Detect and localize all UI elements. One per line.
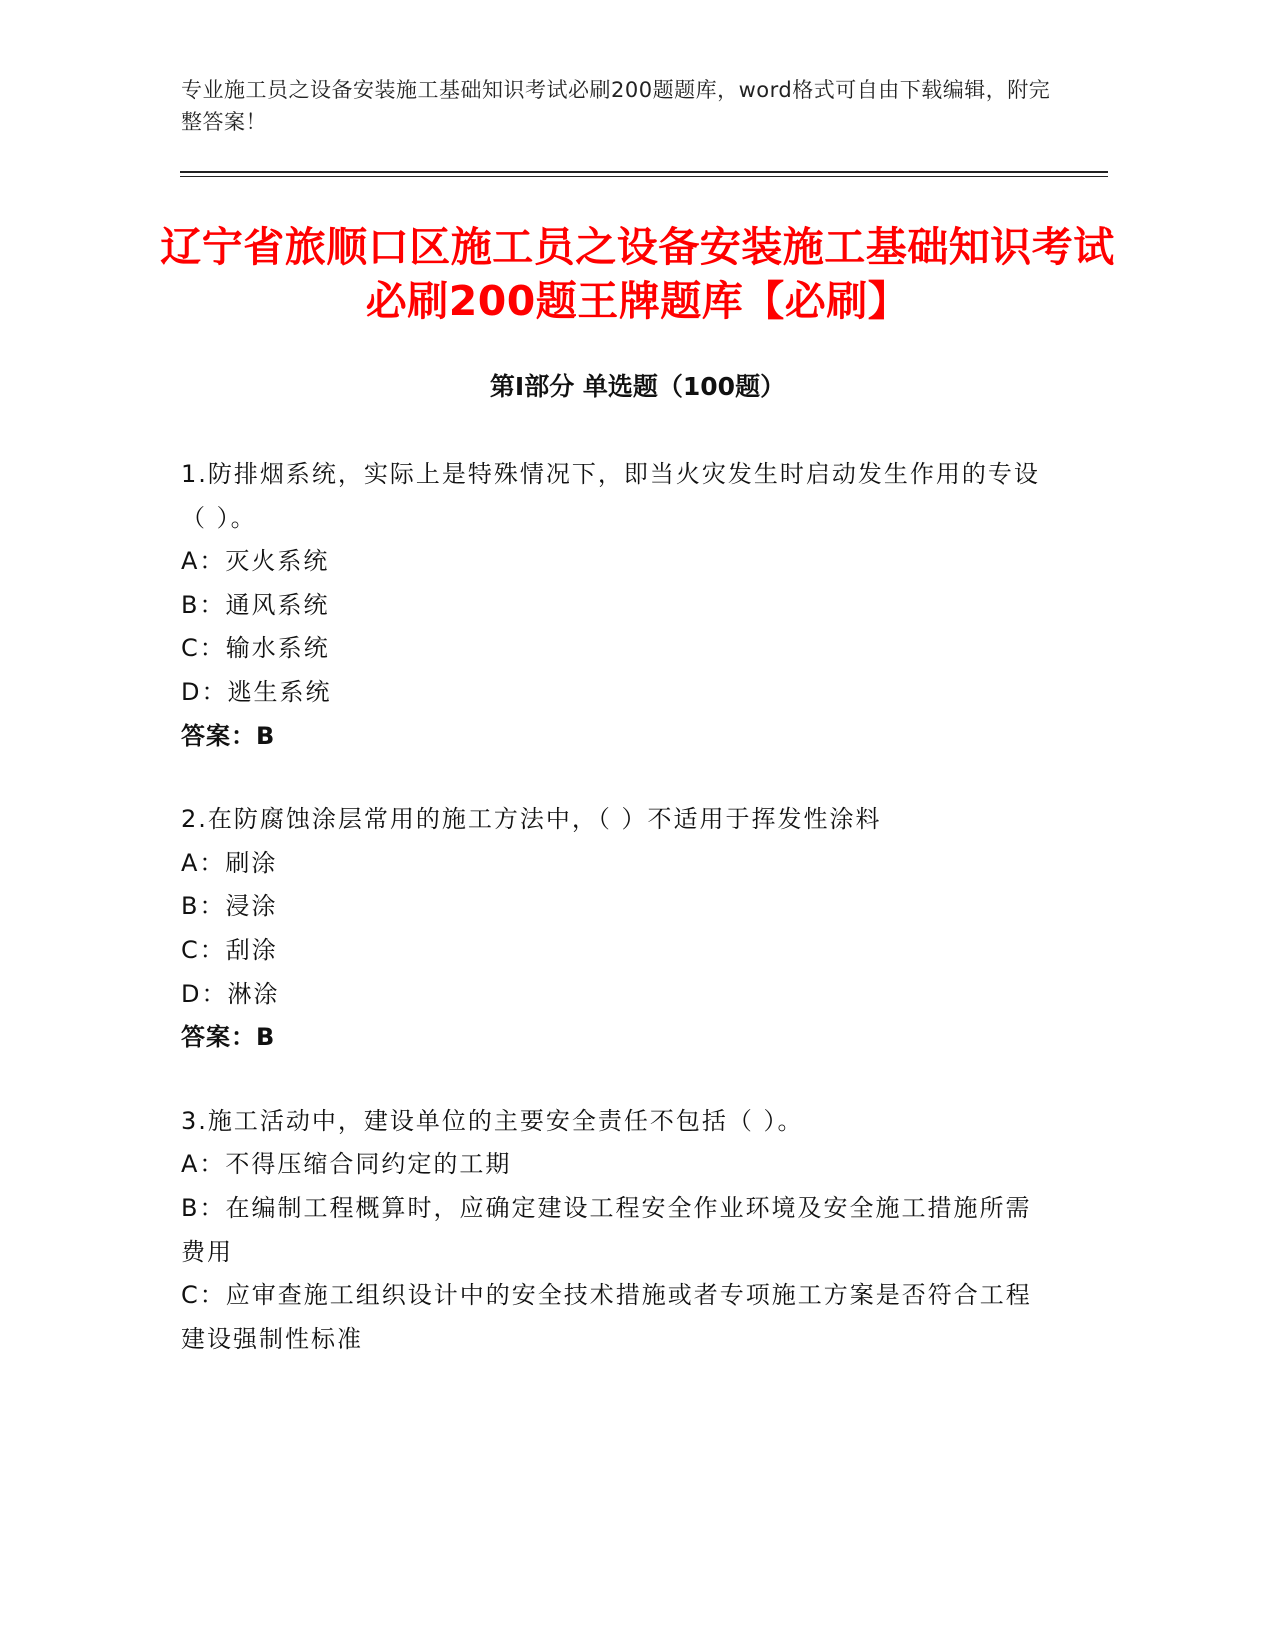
answer: 答案：B	[181, 1023, 276, 1052]
option-a: A：灭火系统	[181, 547, 330, 576]
option-b: B：通风系统	[181, 590, 330, 619]
answer: 答案：B	[181, 721, 276, 750]
question-list	[181, 453, 1051, 1401]
question-2	[181, 798, 1051, 1060]
option-d: D：淋涂	[181, 979, 280, 1008]
option-d: D：逃生系统	[181, 677, 332, 706]
document-title: 辽宁省旅顺口区施工员之设备安装施工基础知识考试必刷200题王牌题库【必刷】	[160, 223, 1115, 325]
section-title: 第I部分 单选题（100题）	[489, 372, 786, 401]
option-b: B：在编制工程概算时，应确定建设工程安全作业环境及安全施工措施所需费用	[181, 1193, 1032, 1266]
header-divider-thick	[180, 171, 1108, 173]
header-note: 专业施工员之设备安装施工基础知识考试必刷200题题库，word格式可自由下载编辑，附完整答案！	[181, 78, 1051, 134]
question-1	[181, 453, 1051, 758]
question-3	[181, 1100, 1051, 1362]
question-stem: 3.施工活动中，建设单位的主要安全责任不包括（ ）。	[181, 1106, 804, 1135]
option-b: B：浸涂	[181, 892, 278, 921]
option-a: A：刷涂	[181, 848, 278, 877]
option-c: C：输水系统	[181, 634, 330, 663]
question-stem: 1.防排烟系统，实际上是特殊情况下，即当火灾发生时启动发生作用的专设（ ）。	[181, 460, 1040, 532]
option-c: C：应审查施工组织设计中的安全技术措施或者专项施工方案是否符合工程建设强制性标准	[181, 1281, 1032, 1353]
option-c: C：刮涂	[181, 935, 278, 964]
option-a: A：不得压缩合同约定的工期	[181, 1150, 512, 1179]
header-divider-thin	[180, 176, 1108, 177]
question-stem: 2.在防腐蚀涂层常用的施工方法中，（ ）不适用于挥发性涂料	[181, 805, 882, 834]
